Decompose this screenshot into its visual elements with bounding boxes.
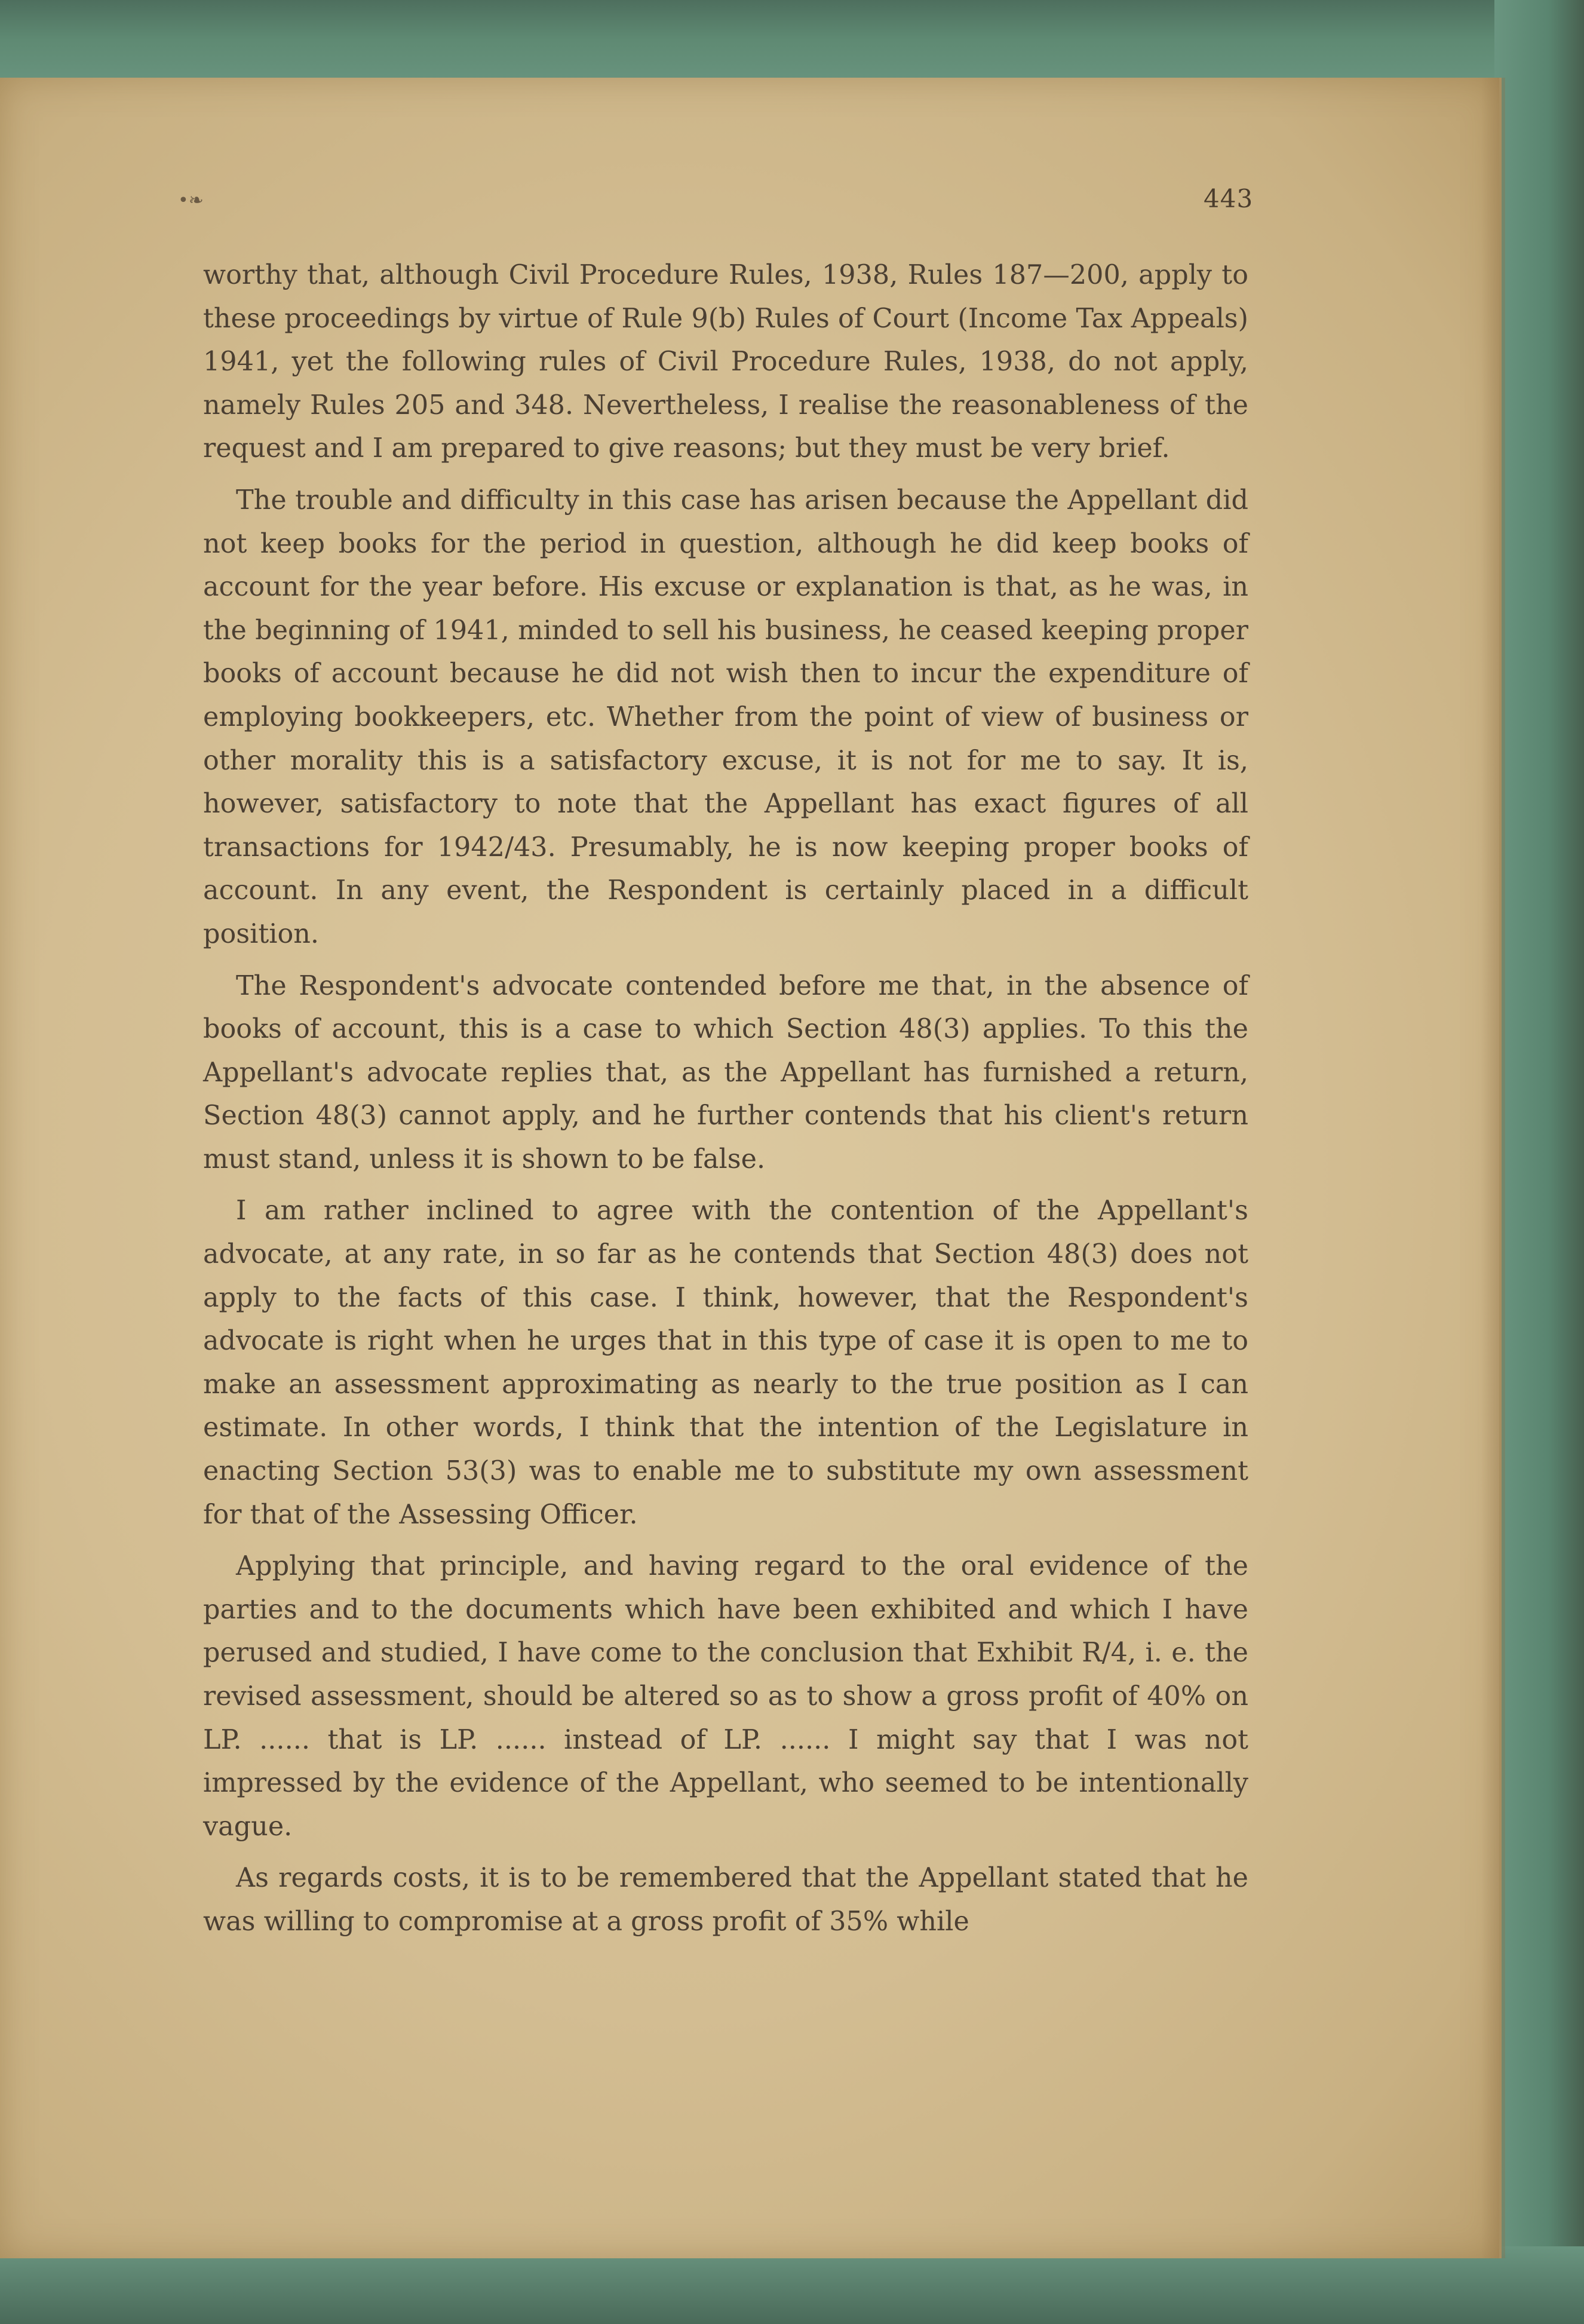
book-cover-top-edge <box>0 0 1584 90</box>
paragraph-respondents-advocate: The Respondent's advocate contended before me that, in the absence of books of account, this is a case to which Section 48(3) applies. To this the Appellant's advocate replies that, as the Appellant has furnished a return, Section 48(3) cannot apply, and he further contends that his client's return must stand, unless it is shown to be false. <box>203 970 1248 1175</box>
paragraph-continued: worthy that, although Civil Procedure Rules, 1938, Rules 187—200, apply to these proceedings by virtue of Rule 9(b) Rules of Court (Income Tax Appeals) 1941, yet the following rules of Civil Procedure Rules, 1938, do not apply, namely Rules 205 and 348. Nevertheless, I realise the reasonableness of the request and I am prepared to give reasons; but they must be very brief. <box>203 260 1248 464</box>
page-number: 443 <box>1204 184 1254 213</box>
paragraph-inclined-to-agree: I am rather inclined to agree with the contention of the Appellant's advocate, at any rate, in so far as he contends that Section 48(3) does not apply to the facts of this case. I think, however, that the Respondent's advocate is right when he urges that in this type of case it is open to me to make an assessment approximating as nearly to the true position as I can estimate. In other words, I think that the intention of the Legislature in enacting Section 53(3) was to enable me to substitute my own assessment for that of the Assessing Officer. <box>203 1195 1248 1530</box>
paragraph-applying-principle: Applying that principle, and having regard to the oral evidence of the parties and to the documents which have been exhibited and which I have perused and studied, I have come to the conclusion that Exhibit R/4, i. e. the revised assessment, should be altered so as to show a gross profit of 40% on LP. ...... that is LP. ...... instead of LP. ...... I might say that I was not impressed by the evidence of the Appellant, who seemed to be intentionally vague. <box>203 1551 1248 1842</box>
page-fore-edge <box>1481 78 1505 2258</box>
paragraph-trouble-and-difficulty: The trouble and difficulty in this case has arisen because the Appellant did not keep books for the period in question, although he did keep books of account for the year before. His excuse or explanation is that, as he was, in the beginning of 1941, minded to sell his business, he ceased keeping proper books of account because he did not wish then to incur the expenditure of employing bookkeepers, etc. Whether from the point of view of business or other morality this is a satisfactory excuse, it is not for me to say. It is, however, satisfactory to note that the Appellant has exact figures of all transactions for 1942/43. Presumably, he is now keeping proper books of account. In any event, the Respondent is certainly placed in a difficult position. <box>203 485 1248 949</box>
printer-ornament: •❧ <box>178 190 204 211</box>
book-cover-right-edge <box>1494 0 1584 2324</box>
paragraph-as-regards-costs: As regards costs, it is to be remembered that the Appellant stated that he was willing to compromise at a gross profit of 35% while <box>203 1863 1248 1937</box>
body-text <box>203 254 1248 1944</box>
